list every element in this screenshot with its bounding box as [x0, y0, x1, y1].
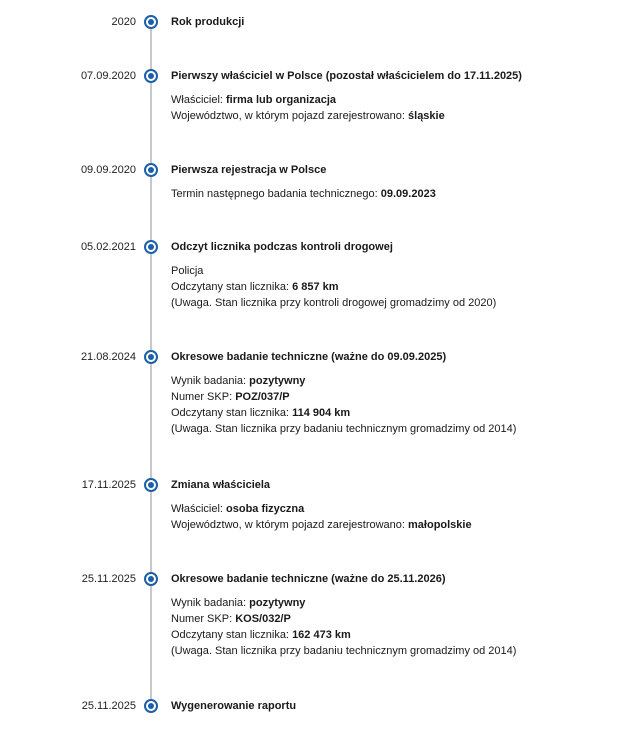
detail-label: Właściciel:	[171, 94, 227, 106]
detail-line	[171, 389, 516, 405]
detail-value: osoba fizyczna	[226, 503, 305, 515]
detail-line	[171, 263, 496, 279]
detail-line	[171, 295, 496, 311]
detail-label: Odczytany stan licznika:	[171, 281, 293, 293]
timeline-dot-icon	[144, 572, 158, 586]
event-date: 07.09.2020	[80, 70, 136, 82]
detail-line	[171, 108, 445, 124]
detail-value: 162 473 km	[292, 629, 351, 641]
detail-line	[171, 517, 472, 533]
detail-line	[171, 186, 436, 202]
detail-label: Odczytany stan licznika:	[171, 407, 293, 419]
detail-value: POZ/037/P	[235, 391, 290, 403]
event-details	[171, 92, 445, 124]
detail-label: Województwo, w którym pojazd zarejestrowano:	[171, 519, 409, 531]
detail-label: Policja	[171, 265, 204, 277]
detail-line	[171, 643, 516, 659]
timeline-dot-icon	[144, 163, 158, 177]
detail-value: 6 857 km	[292, 281, 339, 293]
detail-label: Termin następnego badania technicznego:	[171, 188, 381, 200]
detail-label: Wynik badania:	[171, 597, 250, 609]
detail-value: pozytywny	[249, 597, 306, 609]
detail-value: pozytywny	[249, 375, 306, 387]
event-date: 17.11.2025	[81, 479, 136, 491]
detail-value: małopolskie	[408, 519, 472, 531]
detail-label: Odczytany stan licznika:	[171, 629, 293, 641]
detail-line	[171, 92, 445, 108]
detail-label: Wynik badania:	[171, 375, 250, 387]
detail-line	[171, 421, 516, 437]
event-date: 09.09.2020	[80, 164, 136, 176]
detail-line	[171, 405, 516, 421]
detail-label: Numer SKP:	[171, 391, 236, 403]
event-details	[171, 595, 516, 659]
event-date: 05.02.2021	[80, 241, 136, 253]
timeline-line	[150, 22, 152, 706]
event-details	[171, 373, 516, 437]
event-title: Rok produkcji	[171, 16, 245, 28]
detail-line	[171, 595, 516, 611]
event-title: Pierwsza rejestracja w Polsce	[171, 164, 327, 176]
event-title: Okresowe badanie techniczne (ważne do 09.09.2025)	[171, 351, 447, 363]
event-date: 2020	[111, 16, 136, 28]
event-details	[171, 501, 472, 533]
detail-value: KOS/032/P	[235, 613, 291, 625]
detail-line	[171, 501, 472, 517]
event-title: Zmiana właściciela	[171, 479, 271, 491]
detail-line	[171, 373, 516, 389]
timeline-dot-icon	[144, 478, 158, 492]
event-title: Odczyt licznika podczas kontroli drogowej	[171, 241, 393, 253]
event-details	[171, 263, 496, 311]
timeline-dot-icon	[144, 699, 158, 713]
timeline-dot-icon	[144, 15, 158, 29]
event-title: Pierwszy właściciel w Polsce (pozostał właścicielem do 17.11.2025)	[171, 70, 522, 82]
detail-value: 09.09.2023	[380, 188, 436, 200]
detail-line	[171, 611, 516, 627]
detail-label: (Uwaga. Stan licznika przy kontroli drogowej gromadzimy od 2020)	[171, 297, 497, 309]
detail-label: (Uwaga. Stan licznika przy badaniu technicznym gromadzimy od 2014)	[171, 645, 517, 657]
timeline-dot-icon	[144, 240, 158, 254]
event-date: 25.11.2025	[81, 573, 136, 585]
detail-line	[171, 279, 496, 295]
detail-label: Właściciel:	[171, 503, 227, 515]
detail-value: śląskie	[408, 110, 445, 122]
detail-line	[171, 627, 516, 643]
event-title: Wygenerowanie raportu	[171, 700, 297, 712]
timeline-dot-icon	[144, 350, 158, 364]
detail-value: 114 904 km	[292, 407, 351, 419]
detail-label: (Uwaga. Stan licznika przy badaniu technicznym gromadzimy od 2014)	[171, 423, 517, 435]
timeline-dot-icon	[144, 69, 158, 83]
detail-value: firma lub organizacja	[226, 94, 337, 106]
event-date: 21.08.2024	[80, 351, 136, 363]
event-date: 25.11.2025	[81, 700, 136, 712]
detail-label: Województwo, w którym pojazd zarejestrowano:	[171, 110, 409, 122]
detail-label: Numer SKP:	[171, 613, 236, 625]
event-details	[171, 186, 436, 202]
event-title: Okresowe badanie techniczne (ważne do 25.11.2026)	[171, 573, 446, 585]
